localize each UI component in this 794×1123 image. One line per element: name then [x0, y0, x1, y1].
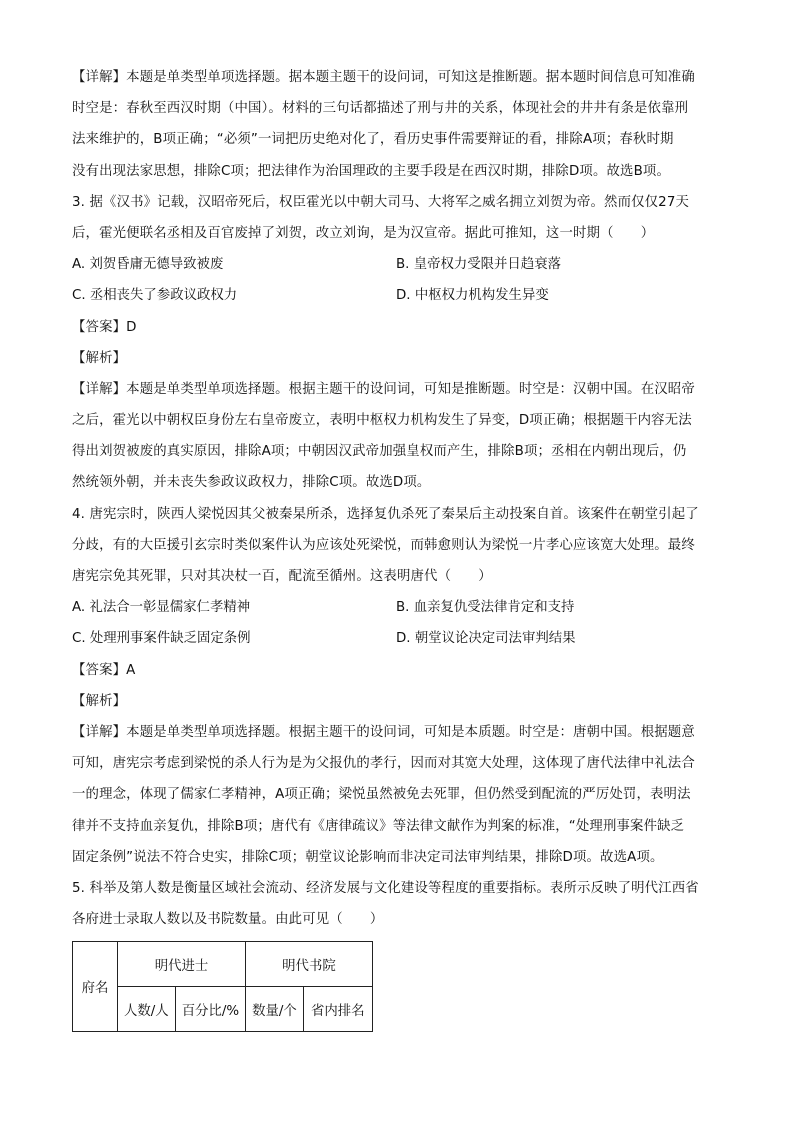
- question-5: [72, 873, 727, 1032]
- table-header-shuliang: 数量/个: [246, 987, 304, 1032]
- table-header-row: [73, 942, 373, 987]
- q4-stem-line: 分歧，有的大臣援引玄宗时类似案件认为应该处死梁悦，而韩愈则认为梁悦一片孝心应该宽大处理。最终: [72, 537, 695, 553]
- q5-stem-line: 各府进士录取人数以及书院数量。由此可见（ ）: [72, 912, 384, 928]
- q3-option-b: B. 皇帝权力受限并日趋衰落: [396, 257, 561, 273]
- q2-detail-line: 没有出现法家思想，排除C项；把法律作为治国理政的主要手段是在西汉时期，排除D项。故选B项。: [72, 163, 671, 179]
- table-header-fuming: 府名: [73, 942, 118, 1032]
- q3-stem-line: 后，霍光便联名丞相及百官废掉了刘贺，改立刘询，是为汉宣帝。据此可推知，这一时期（ ）: [72, 225, 655, 241]
- q3-detail-line: 【详解】本题是单类型单项选择题。根据主题干的设问词，可知是推断题。时空是：汉朝中国。在汉昭帝: [72, 381, 695, 397]
- q4-stem-line: 4. 唐宪宗时，陕西人梁悦因其父被秦杲所杀，选择复仇杀死了秦杲后主动投案自首。该案件在朝堂引起了: [72, 506, 699, 522]
- q3-option-c: C. 丞相丧失了参政议政权力: [72, 288, 238, 304]
- q4-analysis-heading: 【解析】: [72, 693, 127, 709]
- q4-detail-line: 可知，唐宪宗考虑到梁悦的杀人行为是为父报仇的孝行，因而对其宽大处理，这体现了唐代法律中礼法合: [72, 756, 695, 772]
- q3-option-d: D. 中枢权力机构发生异变: [396, 288, 549, 304]
- q4-detail-line: 【详解】本题是单类型单项选择题。根据主题干的设问词，可知是本质题。时空是：唐朝中国。根据题意: [72, 724, 695, 740]
- q2-detail: [72, 62, 727, 187]
- q4-options-row: [72, 623, 727, 654]
- q4-options-row: [72, 592, 727, 623]
- table-header-shuyuan: 明代书院: [246, 942, 373, 987]
- question-3: [72, 187, 727, 499]
- q3-answer: 【答案】D: [72, 319, 137, 335]
- document-page: [72, 62, 727, 1032]
- q5-data-table: [72, 941, 373, 1032]
- table-header-paiming: 省内排名: [303, 987, 372, 1032]
- q4-stem-line: 唐宪宗免其死罪，只对其决杖一百，配流至循州。这表明唐代（ ）: [72, 569, 492, 584]
- q4-detail-line: 固定条例”说法不符合史实，排除C项；朝堂议论影响而非决定司法审判结果，排除D项。故选A项。: [72, 849, 664, 865]
- q4-option-b: B. 血亲复仇受法律肯定和支持: [396, 600, 575, 616]
- q4-detail-line: 律并不支持血亲复仇，排除B项；唐代有《唐律疏议》等法律文献作为判案的标准，“处理刑事案件缺乏: [72, 818, 685, 834]
- q3-options-row: [72, 249, 727, 280]
- q2-detail-line: 【详解】本题是单类型单项选择题。据本题主题干的设问词，可知这是推断题。据本题时间信息可知准确: [72, 70, 695, 85]
- q3-option-a: A. 刘贺昏庸无德导致被废: [72, 257, 224, 273]
- q4-option-d: D. 朝堂议论决定司法审判结果: [396, 631, 576, 647]
- q4-option-a: A. 礼法合一彰显儒家仁孝精神: [72, 600, 251, 616]
- table-header-baifenbi: 百分比/%: [175, 987, 245, 1032]
- q4-detail-line: 一的理念，体现了儒家仁孝精神，A项正确；梁悦虽然被免去死罪，但仍然受到配流的严厉处罚，表明法: [72, 787, 691, 803]
- q3-analysis-heading: 【解析】: [72, 350, 127, 366]
- q5-stem-line: 5. 科举及第人数是衡量区域社会流动、经济发展与文化建设等程度的重要指标。表所示反映了明代江西省: [72, 880, 699, 896]
- q3-detail-line: 得出刘贺被废的真实原因，排除A项；中朝因汉武帝加强皇权而产生，排除B项；丞相在内朝出现后，仍: [72, 444, 687, 460]
- q2-detail-line: 法来维护的，B项正确；“必须”一词把历史绝对化了，看历史事件需要辩证的看，排除A项；春秋时期: [72, 132, 674, 148]
- q4-option-c: C. 处理刑事案件缺乏固定条例: [72, 631, 251, 647]
- table-header-jinshi: 明代进士: [118, 942, 246, 987]
- table-header-renshu: 人数/人: [118, 987, 176, 1032]
- q2-detail-line: 时空是：春秋至西汉时期（中国）。材料的三句话都描述了刑与井的关系，体现社会的井井有条是依靠刑: [72, 101, 689, 117]
- q4-answer: 【答案】A: [72, 662, 136, 678]
- q3-detail-line: 之后，霍光以中朝权臣身份左右皇帝废立，表明中枢权力机构发生了异变，D项正确；根据题干内容无法: [72, 413, 692, 429]
- q3-detail-line: 然统领外朝，并未丧失参政议政权力，排除C项。故选D项。: [72, 475, 431, 491]
- q3-stem-line: 3. 据《汉书》记载，汉昭帝死后，权臣霍光以中朝大司马、大将军之威名拥立刘贺为帝。然而仅仅27天: [72, 194, 690, 210]
- question-4: [72, 499, 727, 873]
- q3-options-row: [72, 280, 727, 311]
- table-subheader-row: [73, 987, 373, 1032]
